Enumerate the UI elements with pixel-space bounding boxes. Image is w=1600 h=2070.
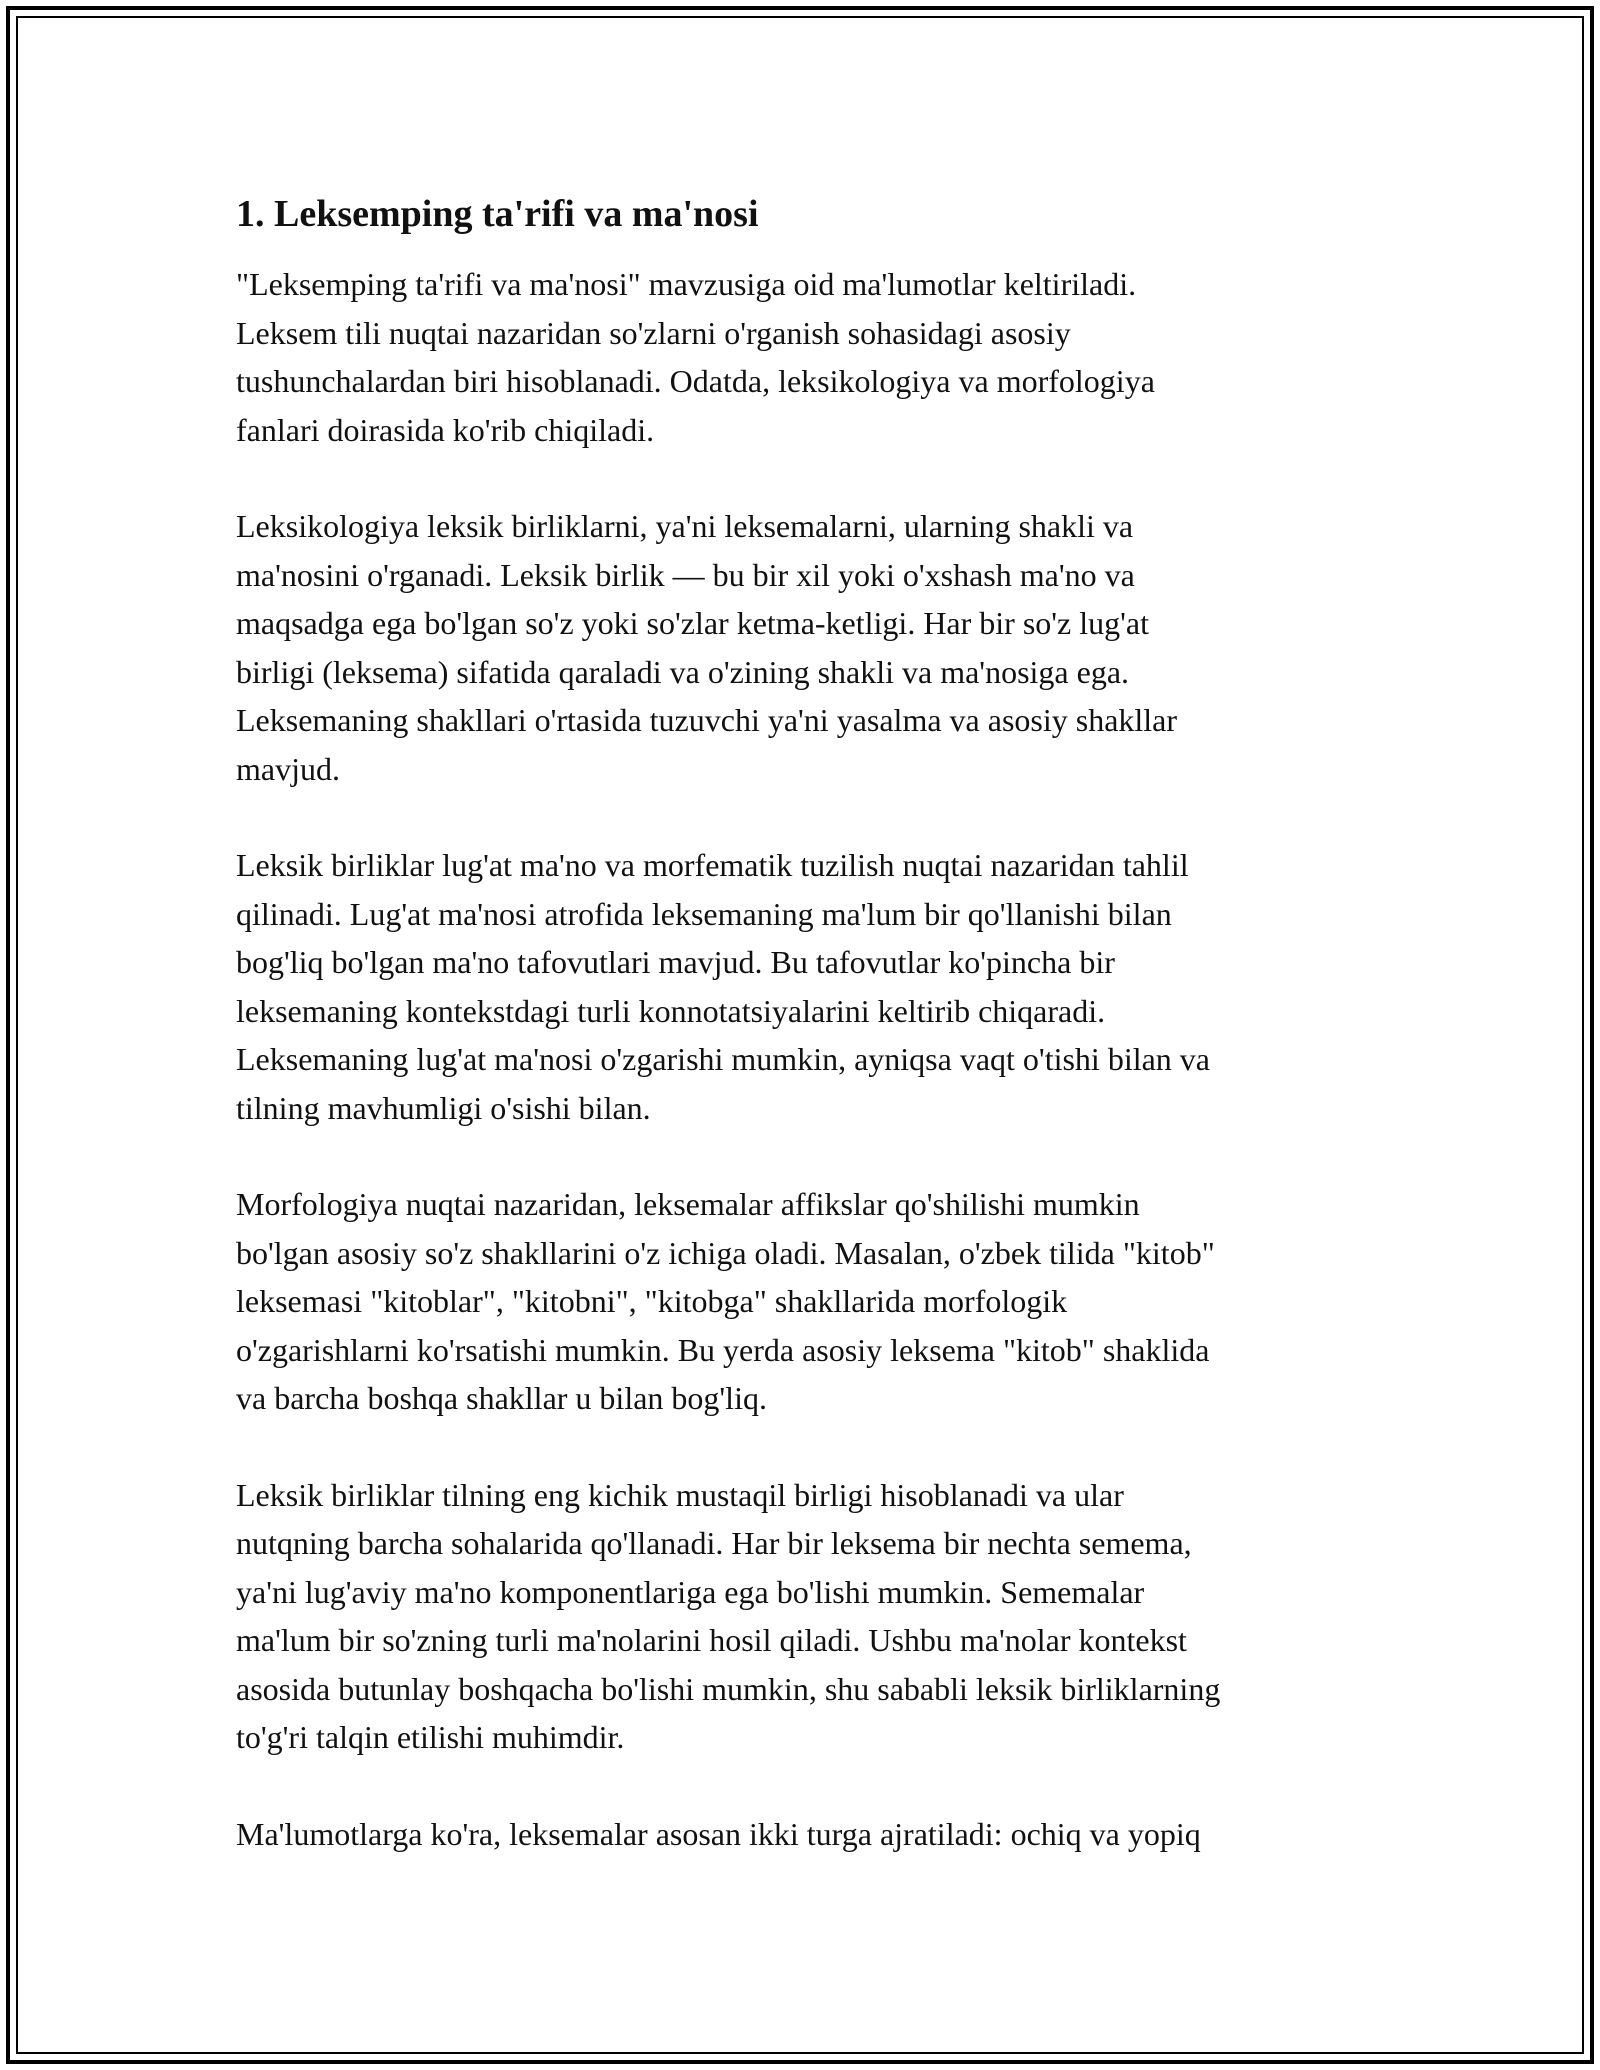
paragraph-line: fanlari doirasida ko'rib chiqiladi. [236,411,655,448]
paragraph-line: birligi (leksema) sifatida qaraladi va o'zining shakli va ma'nosiga ega. [236,653,1130,690]
paragraph-line: tushunchalardan biri hisoblanadi. Odatda, leksikologiya va morfologiya [236,363,1155,399]
paragraph-3 [236,841,1386,1132]
paragraph-1 [236,260,1386,454]
paragraph-line: maqsadga ega bo'lgan so'z yoki so'zlar ketma-ketligi. Har bir so'z lug'at [236,605,1149,641]
paragraph-line: Morfologiya nuqtai nazaridan, leksemalar affikslar qo'shilishi mumkin [236,1186,1140,1222]
paragraph-line: Leksikologiya leksik birliklarni, ya'ni leksemalarni, ularning shakli va [236,508,1134,544]
paragraph-line: leksemasi "kitoblar", "kitobni", "kitobga" shakllarida morfologik [236,1283,1068,1319]
paragraph-line: bog'liq bo'lgan ma'no tafovutlari mavjud. Bu tafovutlar ko'pincha bir [236,944,1115,980]
paragraph-line: o'zgarishlarni ko'rsatishi mumkin. Bu yerda asosiy leksema "kitob" shaklida [236,1331,1210,1368]
paragraph-line: Leksemaning lug'at ma'nosi o'zgarishi mumkin, ayniqsa vaqt o'tishi bilan va [236,1041,1210,1077]
paragraph-line: asosida butunlay boshqacha bo'lishi mumkin, shu sababli leksik birliklarning [236,1670,1221,1707]
paragraph-5 [236,1471,1386,1762]
paragraph-line: ya'ni lug'aviy ma'no komponentlariga ega bo'lishi mumkin. Sememalar [236,1573,1145,1610]
paragraph-line: nutqning barcha sohalarida qo'llanadi. Har bir leksema bir nechta semema, [236,1525,1192,1561]
document-body [236,188,1386,1906]
paragraph-line: ma'lum bir so'zning turli ma'nolarini hosil qiladi. Ushbu ma'nolar kontekst [236,1622,1187,1658]
paragraph-line: tilning mavhumligi o'sishi bilan. [236,1089,651,1126]
paragraph-2 [236,502,1386,793]
paragraph-6 [236,1810,1386,1859]
paragraph-line: Leksik birliklar lug'at ma'no va morfematik tuzilish nuqtai nazaridan tahlil [236,847,1189,883]
section-heading: 1. Leksemping ta'rifi va ma'nosi [236,193,759,235]
paragraph-4 [236,1180,1386,1423]
paragraph-line: qilinadi. Lug'at ma'nosi atrofida leksemaning ma'lum bir qo'llanishi bilan [236,895,1172,932]
paragraph-line: bo'lgan asosiy so'z shakllarini o'z ichiga oladi. Masalan, o'zbek tilida "kitob" [236,1234,1215,1271]
paragraph-line: ma'nosini o'rganadi. Leksik birlik — bu bir xil yoki o'xshash ma'no va [236,556,1135,593]
paragraph-line: mavjud. [236,750,340,787]
paragraph-line: va barcha boshqa shakllar u bilan bog'liq. [236,1380,767,1416]
paragraph-line: Ma'lumotlarga ko'ra, leksemalar asosan ikki turga ajratiladi: ochiq va yopiq [236,1815,1201,1852]
paragraph-line: to'g'ri talqin etilishi muhimdir. [236,1719,625,1755]
paragraph-line: Leksem tili nuqtai nazaridan so'zlarni o'rganish sohasidagi asosiy [236,314,1071,351]
paragraph-line: Leksemaning shakllari o'rtasida tuzuvchi ya'ni yasalma va asosiy shakllar [236,702,1178,738]
paragraph-line: leksemaning kontekstdagi turli konnotatsiyalarini keltirib chiqaradi. [236,992,1106,1029]
paragraph-line: Leksik birliklar tilning eng kichik mustaqil birligi hisoblanadi va ular [236,1476,1124,1513]
paragraph-line: "Leksemping ta'rifi va ma'nosi" mavzusiga oid ma'lumotlar keltiriladi. [236,266,1137,302]
